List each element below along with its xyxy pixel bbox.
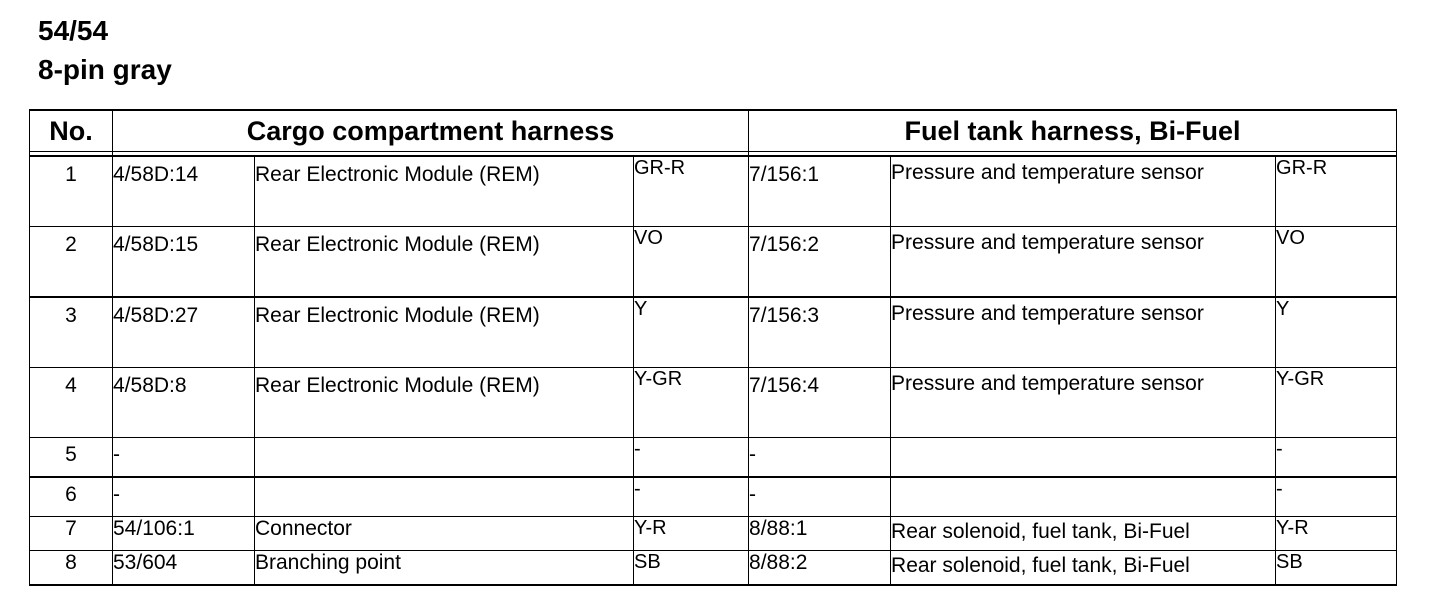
cargo-component (255, 477, 634, 517)
connector-id: 54/54 (38, 15, 109, 46)
table-row (30, 297, 1397, 368)
fuel-code: 8/88:2 (749, 551, 891, 586)
fuel-code: 8/88:1 (749, 517, 891, 551)
cargo-component (255, 438, 634, 478)
pin-number: 2 (30, 227, 113, 298)
cargo-wire-color: VO (634, 227, 749, 298)
table-row (30, 368, 1397, 438)
cargo-wire-color: - (634, 438, 749, 478)
fuel-component: Rear solenoid, fuel tank, Bi-Fuel (891, 551, 1276, 586)
cargo-code: 4/58D:15 (113, 227, 255, 298)
table-row (30, 551, 1397, 586)
table-row (30, 438, 1397, 478)
cargo-code: 53/604 (113, 551, 255, 586)
pin-number: 5 (30, 438, 113, 478)
cargo-wire-color: Y (634, 297, 749, 368)
fuel-code: 7/156:4 (749, 368, 891, 438)
fuel-component: Pressure and temperature sensor (891, 368, 1276, 438)
header-fuel-harness: Fuel tank harness, Bi-Fuel (749, 110, 1397, 152)
cargo-code: - (113, 438, 255, 478)
cargo-component: Rear Electronic Module (REM) (255, 227, 634, 298)
fuel-wire-color: - (1276, 477, 1397, 517)
header-row (30, 110, 1397, 152)
fuel-wire-color: GR-R (1276, 156, 1397, 227)
connector-description: 8-pin gray (38, 54, 172, 85)
header-cargo-harness: Cargo compartment harness (113, 110, 749, 152)
fuel-component: Rear solenoid, fuel tank, Bi-Fuel (891, 517, 1276, 551)
pin-number: 8 (30, 551, 113, 586)
pin-number: 1 (30, 156, 113, 227)
cargo-wire-color: Y-R (634, 517, 749, 551)
fuel-wire-color: Y-GR (1276, 368, 1397, 438)
table-row (30, 517, 1397, 551)
pin-number: 6 (30, 477, 113, 517)
fuel-wire-color: Y-R (1276, 517, 1397, 551)
cargo-code: 4/58D:14 (113, 156, 255, 227)
cargo-component: Rear Electronic Module (REM) (255, 156, 634, 227)
fuel-wire-color: Y (1276, 297, 1397, 368)
header-no: No. (30, 110, 113, 152)
table-row (30, 227, 1397, 298)
cargo-code: 4/58D:27 (113, 297, 255, 368)
pin-number: 3 (30, 297, 113, 368)
fuel-wire-color: SB (1276, 551, 1397, 586)
cargo-component: Rear Electronic Module (REM) (255, 297, 634, 368)
fuel-code: - (749, 477, 891, 517)
cargo-wire-color: Y-GR (634, 368, 749, 438)
fuel-wire-color: - (1276, 438, 1397, 478)
cargo-code: - (113, 477, 255, 517)
cargo-code: 4/58D:8 (113, 368, 255, 438)
fuel-component (891, 438, 1276, 478)
fuel-component (891, 477, 1276, 517)
cargo-wire-color: - (634, 477, 749, 517)
cargo-component: Rear Electronic Module (REM) (255, 368, 634, 438)
fuel-code: 7/156:3 (749, 297, 891, 368)
fuel-code: 7/156:2 (749, 227, 891, 298)
fuel-component: Pressure and temperature sensor (891, 156, 1276, 227)
fuel-component: Pressure and temperature sensor (891, 227, 1276, 298)
fuel-component: Pressure and temperature sensor (891, 297, 1276, 368)
cargo-wire-color: GR-R (634, 156, 749, 227)
cargo-code: 54/106:1 (113, 517, 255, 551)
cargo-component: Branching point (255, 551, 634, 586)
cargo-component: Connector (255, 517, 634, 551)
fuel-wire-color: VO (1276, 227, 1397, 298)
fuel-code: 7/156:1 (749, 156, 891, 227)
table-row (30, 156, 1397, 227)
pin-table (29, 109, 1397, 586)
table-row (30, 477, 1397, 517)
pin-number: 7 (30, 517, 113, 551)
fuel-code: - (749, 438, 891, 478)
pin-number: 4 (30, 368, 113, 438)
cargo-wire-color: SB (634, 551, 749, 586)
